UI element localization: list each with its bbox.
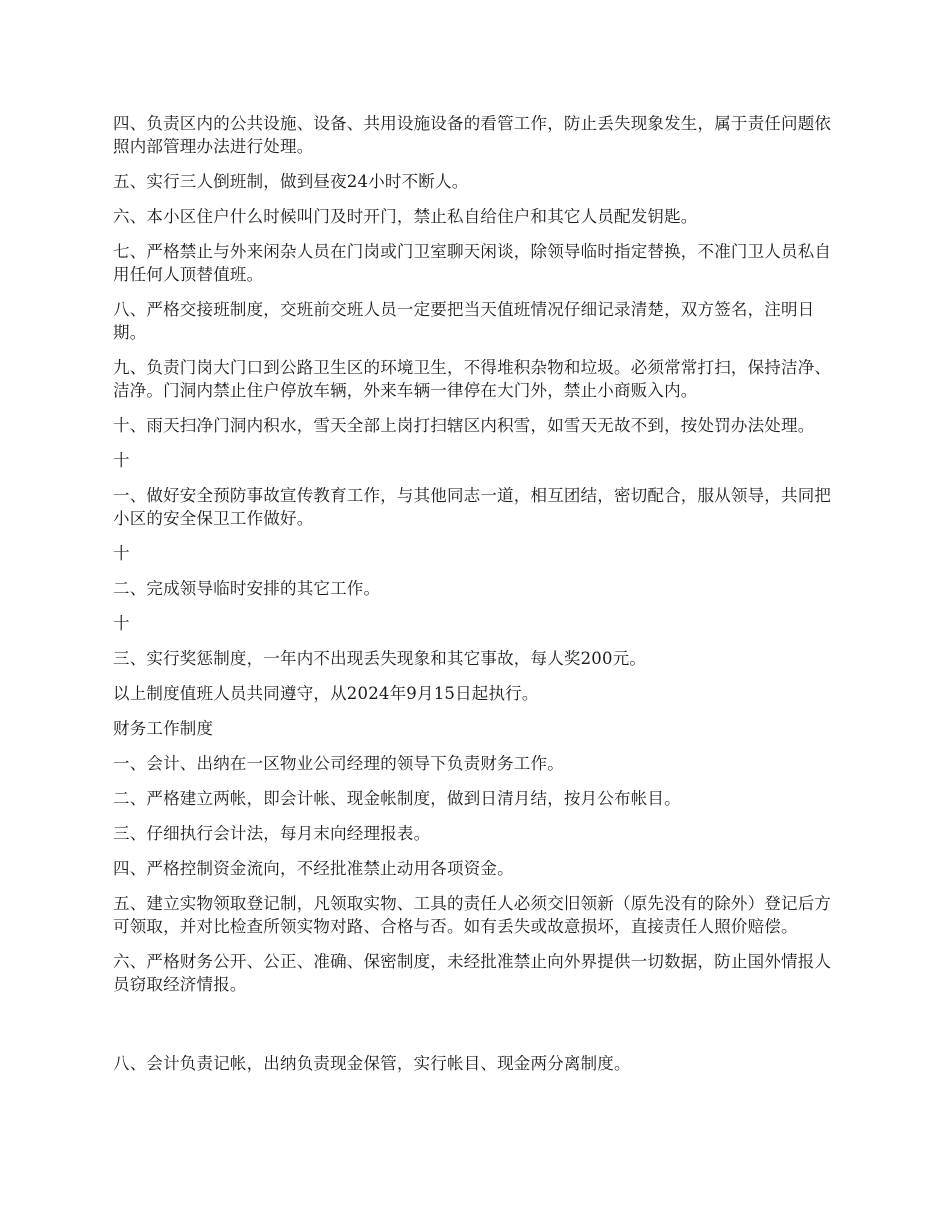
paragraph-number-fragment: 十 (113, 544, 130, 563)
paragraph-effective-date: 以上制度值班人员共同遵守，从2024年9月15日起执行。 (113, 684, 539, 703)
paragraph-number-fragment: 十 (113, 614, 130, 633)
paragraph-guard-12: 二、完成领导临时安排的其它工作。 (113, 579, 381, 598)
paragraph-finance-3: 三、仔细执行会计法，每月末向经理报表。 (113, 824, 431, 843)
paragraph-guard-13: 三、实行奖惩制度，一年内不出现丢失现象和其它事故，每人奖200元。 (113, 649, 647, 668)
paragraph-guard-6: 六、本小区住户什么时候叫门及时开门，禁止私自给住户和其它人员配发钥匙。 (113, 207, 698, 226)
paragraph-guard-10: 十、雨天扫净门洞内积水，雪天全部上岗打扫辖区内积雪，如雪天无故不到，按处罚办法处理。 (113, 416, 815, 435)
blank-gap (113, 1008, 843, 1052)
paragraph-guard-11: 一、做好安全预防事故宣传教育工作，与其他同志一道，相互团结，密切配合，服从领导，共同把小区的安全保卫工作做好。 (113, 486, 832, 528)
paragraph-guard-9: 九、负责门岗大门口到公路卫生区的环境卫生，不得堆积杂物和垃圾。必须常常打扫，保持洁净、洁净。门洞内禁止住户停放车辆，外来车辆一律停在大门外，禁止小商贩入内。 (113, 358, 832, 400)
paragraph-finance-1: 一、会计、出纳在一区物业公司经理的领导下负责财务工作。 (113, 754, 564, 773)
paragraph-finance-5: 五、建立实物领取登记制，凡领取实物、工具的责任人必须交旧领新（原先没有的除外）登记后方可领取，并对比检查所领实物对路、合格与否。如有丢失或故意损坏，直接责任人照价赔偿。 (113, 894, 832, 936)
paragraph-guard-5: 五、实行三人倒班制，做到昼夜24小时不断人。 (113, 172, 469, 191)
paragraph-finance-4: 四、严格控制资金流向，不经批准禁止动用各项资金。 (113, 859, 514, 878)
section-heading-finance: 财务工作制度 (113, 719, 214, 738)
document-page (113, 112, 843, 1087)
paragraph-finance-2: 二、严格建立两帐，即会计帐、现金帐制度，做到日清月结，按月公布帐目。 (113, 789, 681, 808)
paragraph-guard-8: 八、严格交接班制度，交班前交班人员一定要把当天值班情况仔细记录清楚，双方签名，注明日期。 (113, 300, 815, 342)
paragraph-finance-6: 六、严格财务公开、公正、准确、保密制度，未经批准禁止向外界提供一切数据，防止国外情报人员窃取经济情报。 (113, 952, 832, 994)
paragraph-number-fragment: 十 (113, 451, 130, 470)
paragraph-finance-8: 八、会计负责记帐，出纳负责现金保管，实行帐目、现金两分离制度。 (113, 1054, 631, 1073)
paragraph-guard-4: 四、负责区内的公共设施、设备、共用设施设备的看管工作，防止丢失现象发生，属于责任问题依照内部管理办法进行处理。 (113, 114, 832, 156)
paragraph-guard-7: 七、严格禁止与外来闲杂人员在门岗或门卫室聊天闲谈，除领导临时指定替换，不准门卫人员私自用任何人顶替值班。 (113, 242, 832, 284)
